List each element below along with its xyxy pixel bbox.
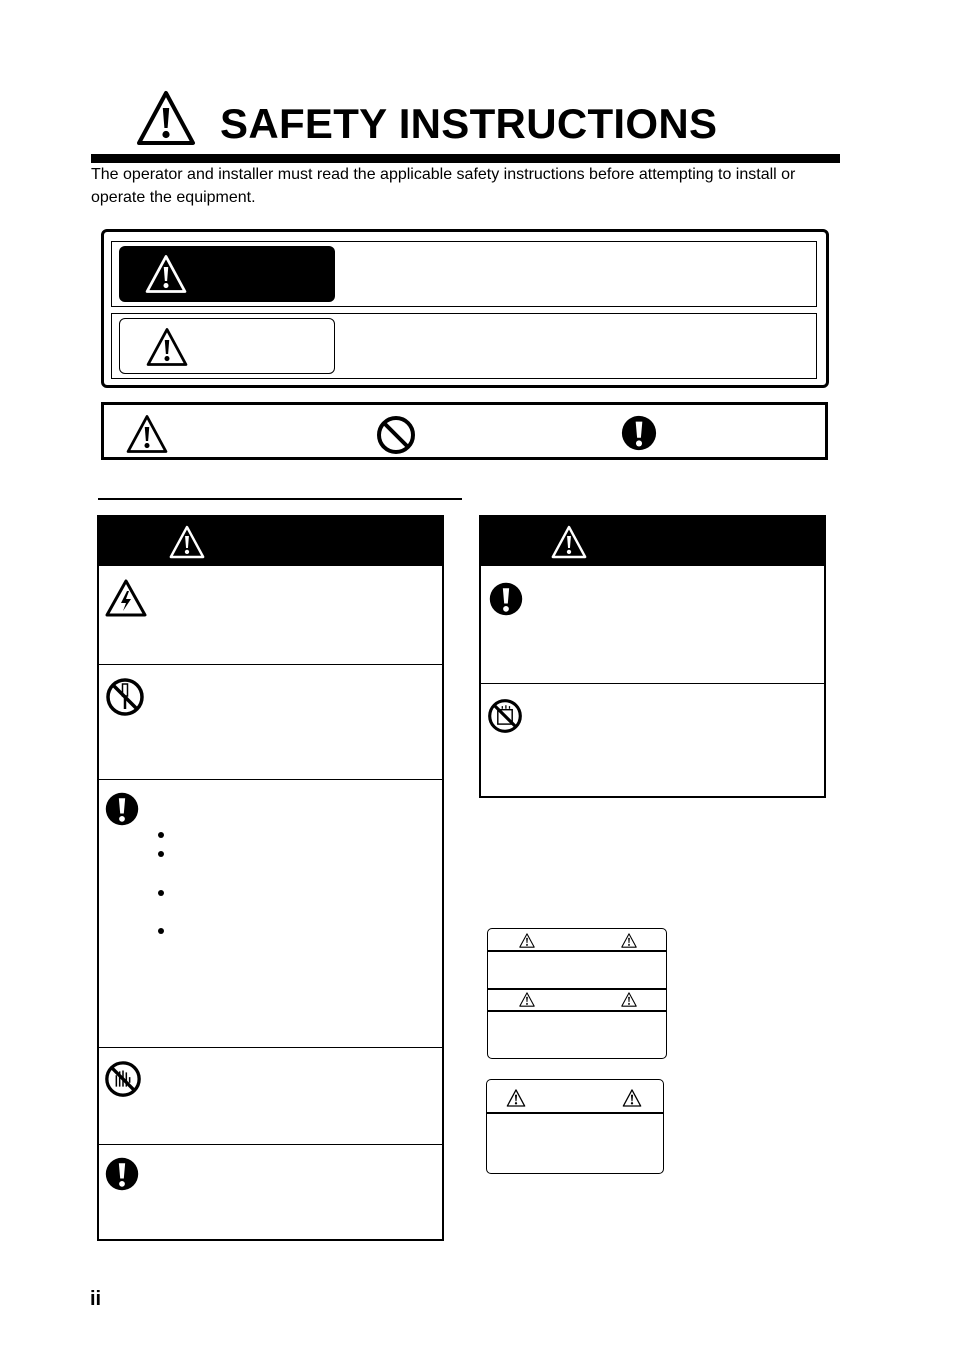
warning-item-water	[481, 683, 824, 796]
warning-badge	[119, 246, 335, 302]
warning-triangle-icon	[519, 933, 535, 948]
list-bullet	[158, 928, 164, 934]
mandatory-action-icon	[620, 414, 658, 452]
mandatory-action-icon	[488, 581, 524, 617]
warning-label-illustration	[487, 928, 667, 1059]
warning-triangle-icon	[145, 254, 187, 294]
warning-label-illustration	[486, 1079, 664, 1174]
warning-panel-right	[479, 515, 826, 798]
do-not-touch-icon	[104, 1060, 142, 1098]
warning-panel-left	[97, 515, 444, 1241]
warning-panel-header	[481, 517, 824, 566]
warning-triangle-icon	[621, 933, 637, 948]
warning-triangle-icon	[126, 414, 168, 454]
mandatory-action-icon	[104, 791, 140, 827]
label-divider	[488, 950, 666, 952]
warning-panel-header	[99, 517, 442, 566]
mandatory-action-icon	[104, 1156, 140, 1192]
caution-badge	[119, 318, 335, 374]
prohibition-circle-icon	[376, 415, 416, 455]
symbol-legend	[101, 402, 828, 460]
warning-item-mandatory	[99, 1144, 442, 1239]
label-divider	[488, 988, 666, 990]
warning-item-electric-shock	[99, 566, 442, 664]
warning-item-disassembly	[99, 664, 442, 779]
label-divider	[487, 1112, 663, 1114]
warning-triangle-icon	[519, 992, 535, 1007]
warning-definition-row	[111, 241, 817, 307]
warning-triangle-icon	[621, 992, 637, 1007]
warning-triangle-icon	[622, 1089, 642, 1107]
warning-item-mandatory-list	[99, 779, 442, 1047]
intro-text: The operator and installer must read the applicable safety instructions before attempting to install or operate the equipment.	[91, 166, 796, 206]
warning-triangle-icon	[169, 525, 205, 559]
warning-triangle-icon	[506, 1089, 526, 1107]
no-water-icon	[487, 698, 523, 734]
warning-item-mandatory	[481, 566, 824, 683]
electric-shock-icon	[104, 578, 148, 618]
signal-word-legend	[101, 229, 829, 388]
warning-item-touch	[99, 1047, 442, 1144]
page-title: SAFETY INSTRUCTIONS	[220, 100, 718, 147]
page-number: ii	[90, 1288, 102, 1310]
list-bullet	[158, 851, 164, 857]
list-bullet	[158, 890, 164, 896]
list-bullet	[158, 832, 164, 838]
title-rule	[91, 154, 840, 163]
warning-triangle-icon	[551, 525, 587, 559]
section-rule	[98, 498, 462, 500]
warning-triangle-icon	[146, 327, 188, 367]
caution-definition-row	[111, 313, 817, 379]
warning-triangle-icon	[136, 90, 196, 146]
label-divider	[488, 1010, 666, 1012]
do-not-disassemble-icon	[105, 677, 145, 717]
